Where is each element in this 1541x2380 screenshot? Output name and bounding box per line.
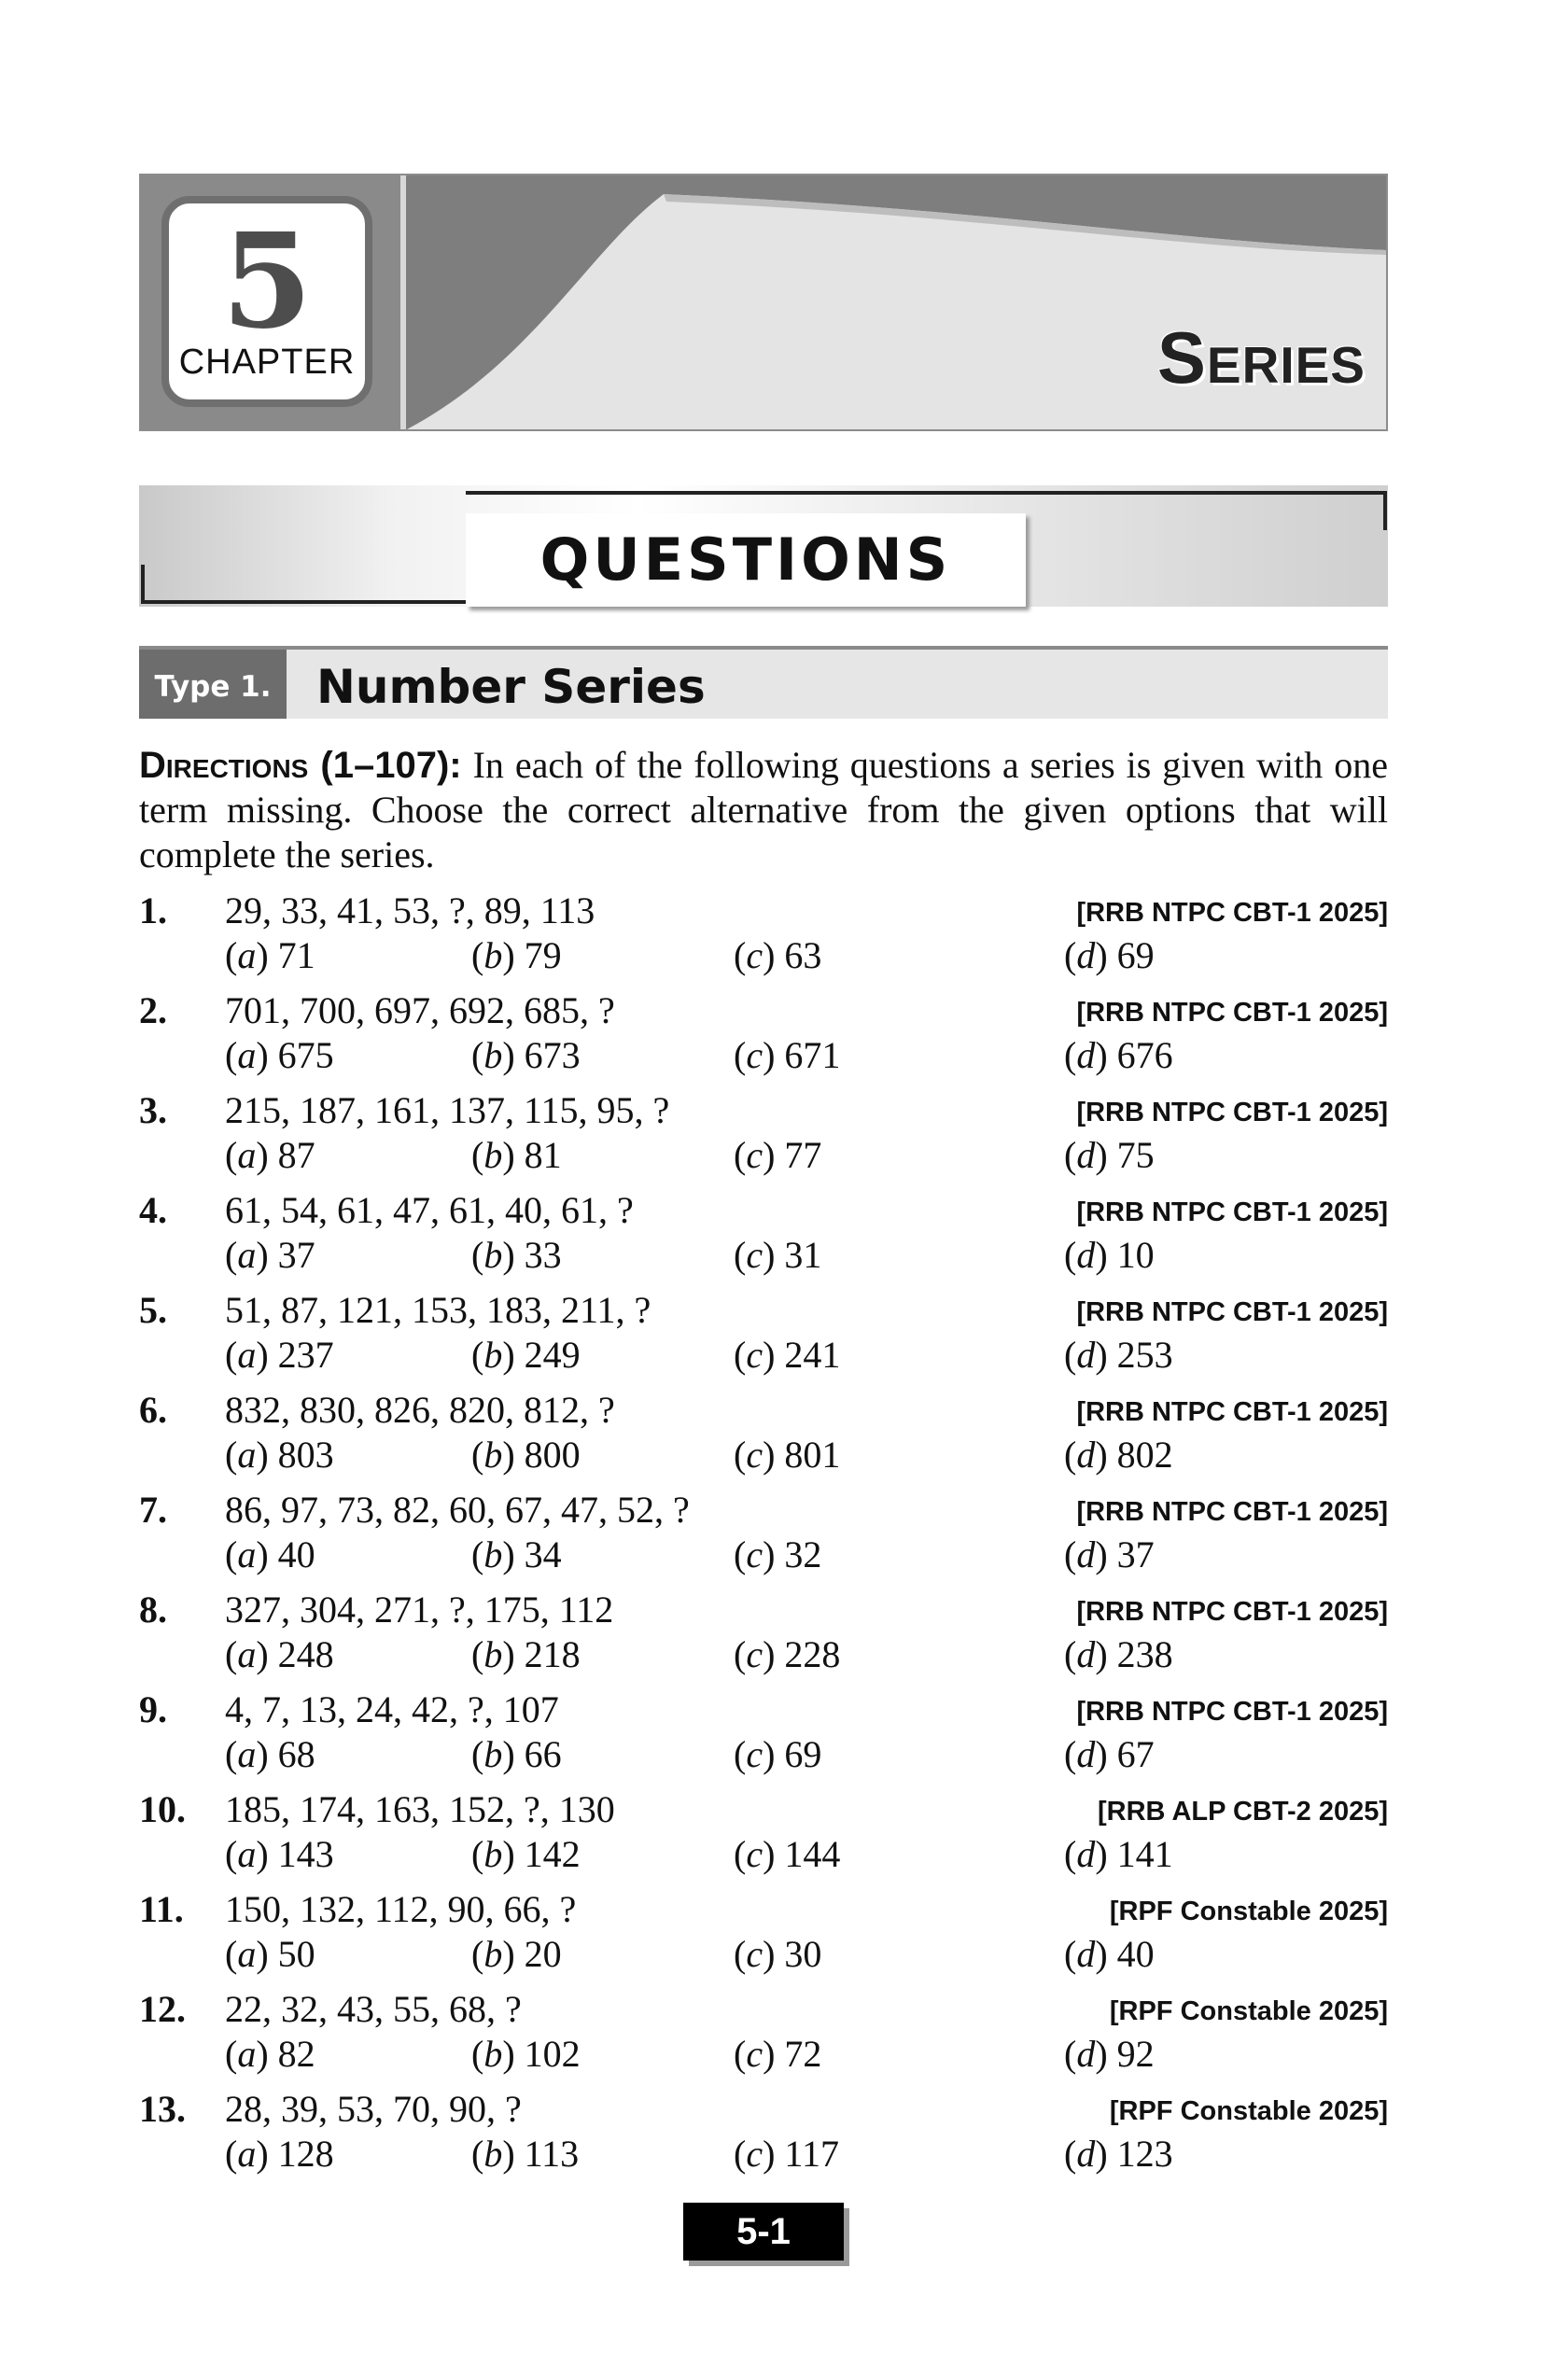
option-d-letter: d <box>1076 2133 1096 2175</box>
option-d-letter: d <box>1076 1733 1096 1775</box>
question-text: 701, 700, 697, 692, 685, ? <box>225 989 615 1031</box>
option-a: (a) 87 <box>225 1134 315 1176</box>
option-d: (d) 802 <box>1064 1434 1173 1476</box>
option-a: (a) 248 <box>225 1633 334 1675</box>
option-b-letter: b <box>483 1234 503 1276</box>
option-b-value: 218 <box>524 1633 581 1675</box>
option-b-value: 800 <box>524 1434 581 1476</box>
option-b-value: 66 <box>524 1733 562 1775</box>
option-d-letter: d <box>1076 1434 1096 1476</box>
option-a-value: 50 <box>277 1933 315 1975</box>
option-c: (c) 63 <box>734 934 822 976</box>
option-c-letter: c <box>746 2033 763 2075</box>
option-b-letter: b <box>483 1633 503 1675</box>
option-b: (b) 800 <box>471 1434 581 1476</box>
question-item <box>139 1188 1388 1288</box>
option-a-value: 87 <box>277 1134 315 1176</box>
option-a-value: 803 <box>277 1434 334 1476</box>
option-c: (c) 31 <box>734 1234 822 1276</box>
option-a-letter: a <box>237 2033 257 2075</box>
question-number: 8. <box>139 1589 167 1631</box>
option-c: (c) 30 <box>734 1933 822 1975</box>
option-d: (d) 123 <box>1064 2133 1173 2175</box>
option-d: (d) 75 <box>1064 1134 1155 1176</box>
chapter-banner <box>139 174 1388 431</box>
option-c-letter: c <box>746 1633 763 1675</box>
option-d-letter: d <box>1076 1933 1096 1975</box>
option-d-letter: d <box>1076 1234 1096 1276</box>
option-c-letter: c <box>746 1334 763 1376</box>
option-a-letter: a <box>237 1633 257 1675</box>
question-item <box>139 1488 1388 1588</box>
option-a: (a) 37 <box>225 1234 315 1276</box>
option-b-value: 33 <box>524 1234 562 1276</box>
question-item <box>139 1687 1388 1787</box>
page-number: 5-1 <box>683 2203 844 2261</box>
option-d-value: 676 <box>1116 1034 1173 1076</box>
option-c-letter: c <box>746 1833 763 1875</box>
option-c-value: 32 <box>784 1533 822 1575</box>
question-item <box>139 1088 1388 1188</box>
option-d-value: 238 <box>1116 1633 1173 1675</box>
question-item <box>139 988 1388 1088</box>
option-a: (a) 50 <box>225 1933 315 1975</box>
option-d-value: 75 <box>1116 1134 1155 1176</box>
option-c: (c) 77 <box>734 1134 822 1176</box>
option-b-letter: b <box>483 934 503 976</box>
option-c-value: 228 <box>784 1633 841 1675</box>
option-a-letter: a <box>237 1533 257 1575</box>
option-d-value: 10 <box>1116 1234 1155 1276</box>
option-c-value: 69 <box>784 1733 822 1775</box>
option-d: (d) 40 <box>1064 1933 1155 1975</box>
option-d-value: 92 <box>1116 2033 1155 2075</box>
option-a-letter: a <box>237 2133 257 2175</box>
option-a: (a) 803 <box>225 1434 334 1476</box>
option-d: (d) 676 <box>1064 1034 1173 1076</box>
option-d-value: 69 <box>1116 934 1155 976</box>
question-text: 61, 54, 61, 47, 61, 40, 61, ? <box>225 1189 634 1231</box>
question-source: [RRB NTPC CBT-1 2025] <box>1076 1297 1388 1327</box>
questions-header-bar <box>139 485 1388 607</box>
option-a-value: 143 <box>277 1833 334 1875</box>
option-d: (d) 253 <box>1064 1334 1173 1376</box>
question-number: 2. <box>139 989 167 1031</box>
option-a: (a) 82 <box>225 2033 315 2075</box>
option-d-value: 37 <box>1116 1533 1155 1575</box>
option-d: (d) 92 <box>1064 2033 1155 2075</box>
chapter-number: 5 <box>221 205 313 358</box>
option-c: (c) 241 <box>734 1334 841 1376</box>
option-b: (b) 66 <box>471 1733 562 1775</box>
option-c-value: 63 <box>784 934 822 976</box>
option-b: (b) 33 <box>471 1234 562 1276</box>
option-b-letter: b <box>483 1833 503 1875</box>
option-c-letter: c <box>746 1234 763 1276</box>
option-b-letter: b <box>483 2133 503 2175</box>
option-a: (a) 68 <box>225 1733 315 1775</box>
option-b: (b) 79 <box>471 934 562 976</box>
option-d: (d) 141 <box>1064 1833 1173 1875</box>
question-item <box>139 889 1388 988</box>
option-b-value: 20 <box>524 1933 562 1975</box>
option-c: (c) 117 <box>734 2133 839 2175</box>
option-a: (a) 71 <box>225 934 315 976</box>
option-a-value: 68 <box>277 1733 315 1775</box>
question-item <box>139 1787 1388 1887</box>
option-b: (b) 142 <box>471 1833 581 1875</box>
directions <box>139 743 1388 877</box>
option-c-value: 241 <box>784 1334 841 1376</box>
question-source: [RRB NTPC CBT-1 2025] <box>1076 998 1388 1028</box>
option-d-letter: d <box>1076 1334 1096 1376</box>
option-b-letter: b <box>483 2033 503 2075</box>
option-a-value: 37 <box>277 1234 315 1276</box>
option-a-letter: a <box>237 1034 257 1076</box>
option-a-letter: a <box>237 1733 257 1775</box>
option-a-letter: a <box>237 1833 257 1875</box>
question-item <box>139 1887 1388 1987</box>
option-c-value: 30 <box>784 1933 822 1975</box>
option-b-value: 249 <box>524 1334 581 1376</box>
option-a-value: 40 <box>277 1533 315 1575</box>
option-b: (b) 102 <box>471 2033 581 2075</box>
option-b-letter: b <box>483 1334 503 1376</box>
option-b-value: 102 <box>524 2033 581 2075</box>
question-number: 4. <box>139 1189 167 1231</box>
chapter-number-box <box>161 196 372 407</box>
option-d-letter: d <box>1076 1633 1096 1675</box>
option-a-value: 248 <box>277 1633 334 1675</box>
option-c: (c) 671 <box>734 1034 841 1076</box>
question-source: [RRB NTPC CBT-1 2025] <box>1076 1098 1388 1127</box>
option-c-letter: c <box>746 1533 763 1575</box>
option-c-value: 144 <box>784 1833 841 1875</box>
question-item <box>139 1588 1388 1687</box>
question-text: 185, 174, 163, 152, ?, 130 <box>225 1788 615 1830</box>
option-a: (a) 40 <box>225 1533 315 1575</box>
option-a-letter: a <box>237 1434 257 1476</box>
section-title: QUESTIONS <box>466 513 1026 607</box>
option-b: (b) 81 <box>471 1134 562 1176</box>
question-item <box>139 2087 1388 2187</box>
question-number: 13. <box>139 2088 186 2130</box>
question-number: 10. <box>139 1788 186 1830</box>
option-d: (d) 238 <box>1064 1633 1173 1675</box>
option-b-letter: b <box>483 1933 503 1975</box>
type-header <box>139 646 1388 719</box>
question-source: [RRB NTPC CBT-1 2025] <box>1076 1697 1388 1727</box>
option-c-value: 117 <box>784 2133 839 2175</box>
question-text: 4, 7, 13, 24, 42, ?, 107 <box>225 1688 559 1730</box>
option-b-letter: b <box>483 1533 503 1575</box>
option-b: (b) 249 <box>471 1334 581 1376</box>
question-number: 12. <box>139 1988 186 2030</box>
option-d-value: 141 <box>1116 1833 1173 1875</box>
option-d: (d) 69 <box>1064 934 1155 976</box>
question-list <box>139 889 1388 2187</box>
option-a-value: 675 <box>277 1034 334 1076</box>
option-c-value: 801 <box>784 1434 841 1476</box>
question-text: 22, 32, 43, 55, 68, ? <box>225 1988 522 2030</box>
question-number: 1. <box>139 889 167 931</box>
option-c-letter: c <box>746 1034 763 1076</box>
type-label: Type 1. <box>139 650 287 719</box>
question-text: 327, 304, 271, ?, 175, 112 <box>225 1589 614 1631</box>
option-d-value: 123 <box>1116 2133 1173 2175</box>
option-b-value: 34 <box>524 1533 562 1575</box>
option-d-value: 67 <box>1116 1733 1155 1775</box>
option-c-value: 77 <box>784 1134 822 1176</box>
option-c: (c) 801 <box>734 1434 841 1476</box>
option-d: (d) 67 <box>1064 1733 1155 1775</box>
option-a-value: 128 <box>277 2133 334 2175</box>
option-a-letter: a <box>237 1933 257 1975</box>
option-b: (b) 34 <box>471 1533 562 1575</box>
option-b: (b) 218 <box>471 1633 581 1675</box>
option-a-value: 237 <box>277 1334 334 1376</box>
type-title: Number Series <box>316 660 706 714</box>
option-c: (c) 72 <box>734 2033 822 2075</box>
option-a-letter: a <box>237 1334 257 1376</box>
question-number: 6. <box>139 1389 167 1431</box>
option-d-value: 40 <box>1116 1933 1155 1975</box>
question-item <box>139 1288 1388 1388</box>
question-source: [RRB NTPC CBT-1 2025] <box>1076 1497 1388 1527</box>
option-d-letter: d <box>1076 1833 1096 1875</box>
option-c-letter: c <box>746 934 763 976</box>
option-a: (a) 128 <box>225 2133 334 2175</box>
option-c-letter: c <box>746 2133 763 2175</box>
option-c-value: 72 <box>784 2033 822 2075</box>
chapter-title: Series <box>1156 316 1366 399</box>
option-a-value: 82 <box>277 2033 315 2075</box>
question-source: [RRB NTPC CBT-1 2025] <box>1076 898 1388 928</box>
option-d-letter: d <box>1076 1134 1096 1176</box>
option-a: (a) 237 <box>225 1334 334 1376</box>
option-a-letter: a <box>237 1134 257 1176</box>
directions-heading: Directions (1–107): <box>139 745 462 786</box>
option-a-letter: a <box>237 1234 257 1276</box>
chapter-label: CHAPTER <box>178 343 356 382</box>
question-text: 51, 87, 121, 153, 183, 211, ? <box>225 1289 651 1331</box>
option-b: (b) 113 <box>471 2133 580 2175</box>
option-d-letter: d <box>1076 2033 1096 2075</box>
option-b-value: 673 <box>524 1034 581 1076</box>
question-source: [RPF Constable 2025] <box>1109 1897 1388 1926</box>
option-d: (d) 37 <box>1064 1533 1155 1575</box>
option-c: (c) 69 <box>734 1733 822 1775</box>
question-text: 215, 187, 161, 137, 115, 95, ? <box>225 1089 670 1131</box>
question-number: 11. <box>139 1888 184 1930</box>
option-b-value: 142 <box>524 1833 581 1875</box>
option-c-letter: c <box>746 1434 763 1476</box>
option-d-letter: d <box>1076 934 1096 976</box>
question-source: [RRB NTPC CBT-1 2025] <box>1076 1397 1388 1427</box>
option-d-letter: d <box>1076 1533 1096 1575</box>
option-b-value: 79 <box>524 934 562 976</box>
question-number: 3. <box>139 1089 167 1131</box>
question-item <box>139 1987 1388 2087</box>
option-d-letter: d <box>1076 1034 1096 1076</box>
option-a-value: 71 <box>277 934 315 976</box>
option-b: (b) 20 <box>471 1933 562 1975</box>
option-b-letter: b <box>483 1134 503 1176</box>
question-item <box>139 1388 1388 1488</box>
option-a: (a) 675 <box>225 1034 334 1076</box>
option-a-letter: a <box>237 934 257 976</box>
option-c: (c) 144 <box>734 1833 841 1875</box>
directions-text: In each of the following questions a series is given with one term missing. Choose the correct alternative from the given options that will complete the series. <box>139 744 1388 875</box>
option-c: (c) 32 <box>734 1533 822 1575</box>
question-number: 9. <box>139 1688 167 1730</box>
question-text: 832, 830, 826, 820, 812, ? <box>225 1389 615 1431</box>
option-b-value: 113 <box>524 2133 580 2175</box>
option-c-letter: c <box>746 1134 763 1176</box>
option-b-letter: b <box>483 1733 503 1775</box>
question-text: 29, 33, 41, 53, ?, 89, 113 <box>225 889 595 931</box>
question-source: [RPF Constable 2025] <box>1109 1996 1388 2026</box>
question-number: 5. <box>139 1289 167 1331</box>
option-d: (d) 10 <box>1064 1234 1155 1276</box>
option-a: (a) 143 <box>225 1833 334 1875</box>
question-source: [RRB NTPC CBT-1 2025] <box>1076 1597 1388 1627</box>
option-c-letter: c <box>746 1933 763 1975</box>
option-b-value: 81 <box>524 1134 562 1176</box>
question-text: 150, 132, 112, 90, 66, ? <box>225 1888 577 1930</box>
question-text: 28, 39, 53, 70, 90, ? <box>225 2088 522 2130</box>
question-text: 86, 97, 73, 82, 60, 67, 47, 52, ? <box>225 1489 690 1531</box>
question-source: [RRB ALP CBT-2 2025] <box>1097 1797 1388 1827</box>
question-number: 7. <box>139 1489 167 1531</box>
question-source: [RPF Constable 2025] <box>1109 2096 1388 2126</box>
question-source: [RRB NTPC CBT-1 2025] <box>1076 1197 1388 1227</box>
option-d-value: 253 <box>1116 1334 1173 1376</box>
option-c: (c) 228 <box>734 1633 841 1675</box>
option-d-value: 802 <box>1116 1434 1173 1476</box>
option-b-letter: b <box>483 1434 503 1476</box>
option-c-letter: c <box>746 1733 763 1775</box>
option-b: (b) 673 <box>471 1034 581 1076</box>
option-c-value: 31 <box>784 1234 822 1276</box>
option-b-letter: b <box>483 1034 503 1076</box>
option-c-value: 671 <box>784 1034 841 1076</box>
